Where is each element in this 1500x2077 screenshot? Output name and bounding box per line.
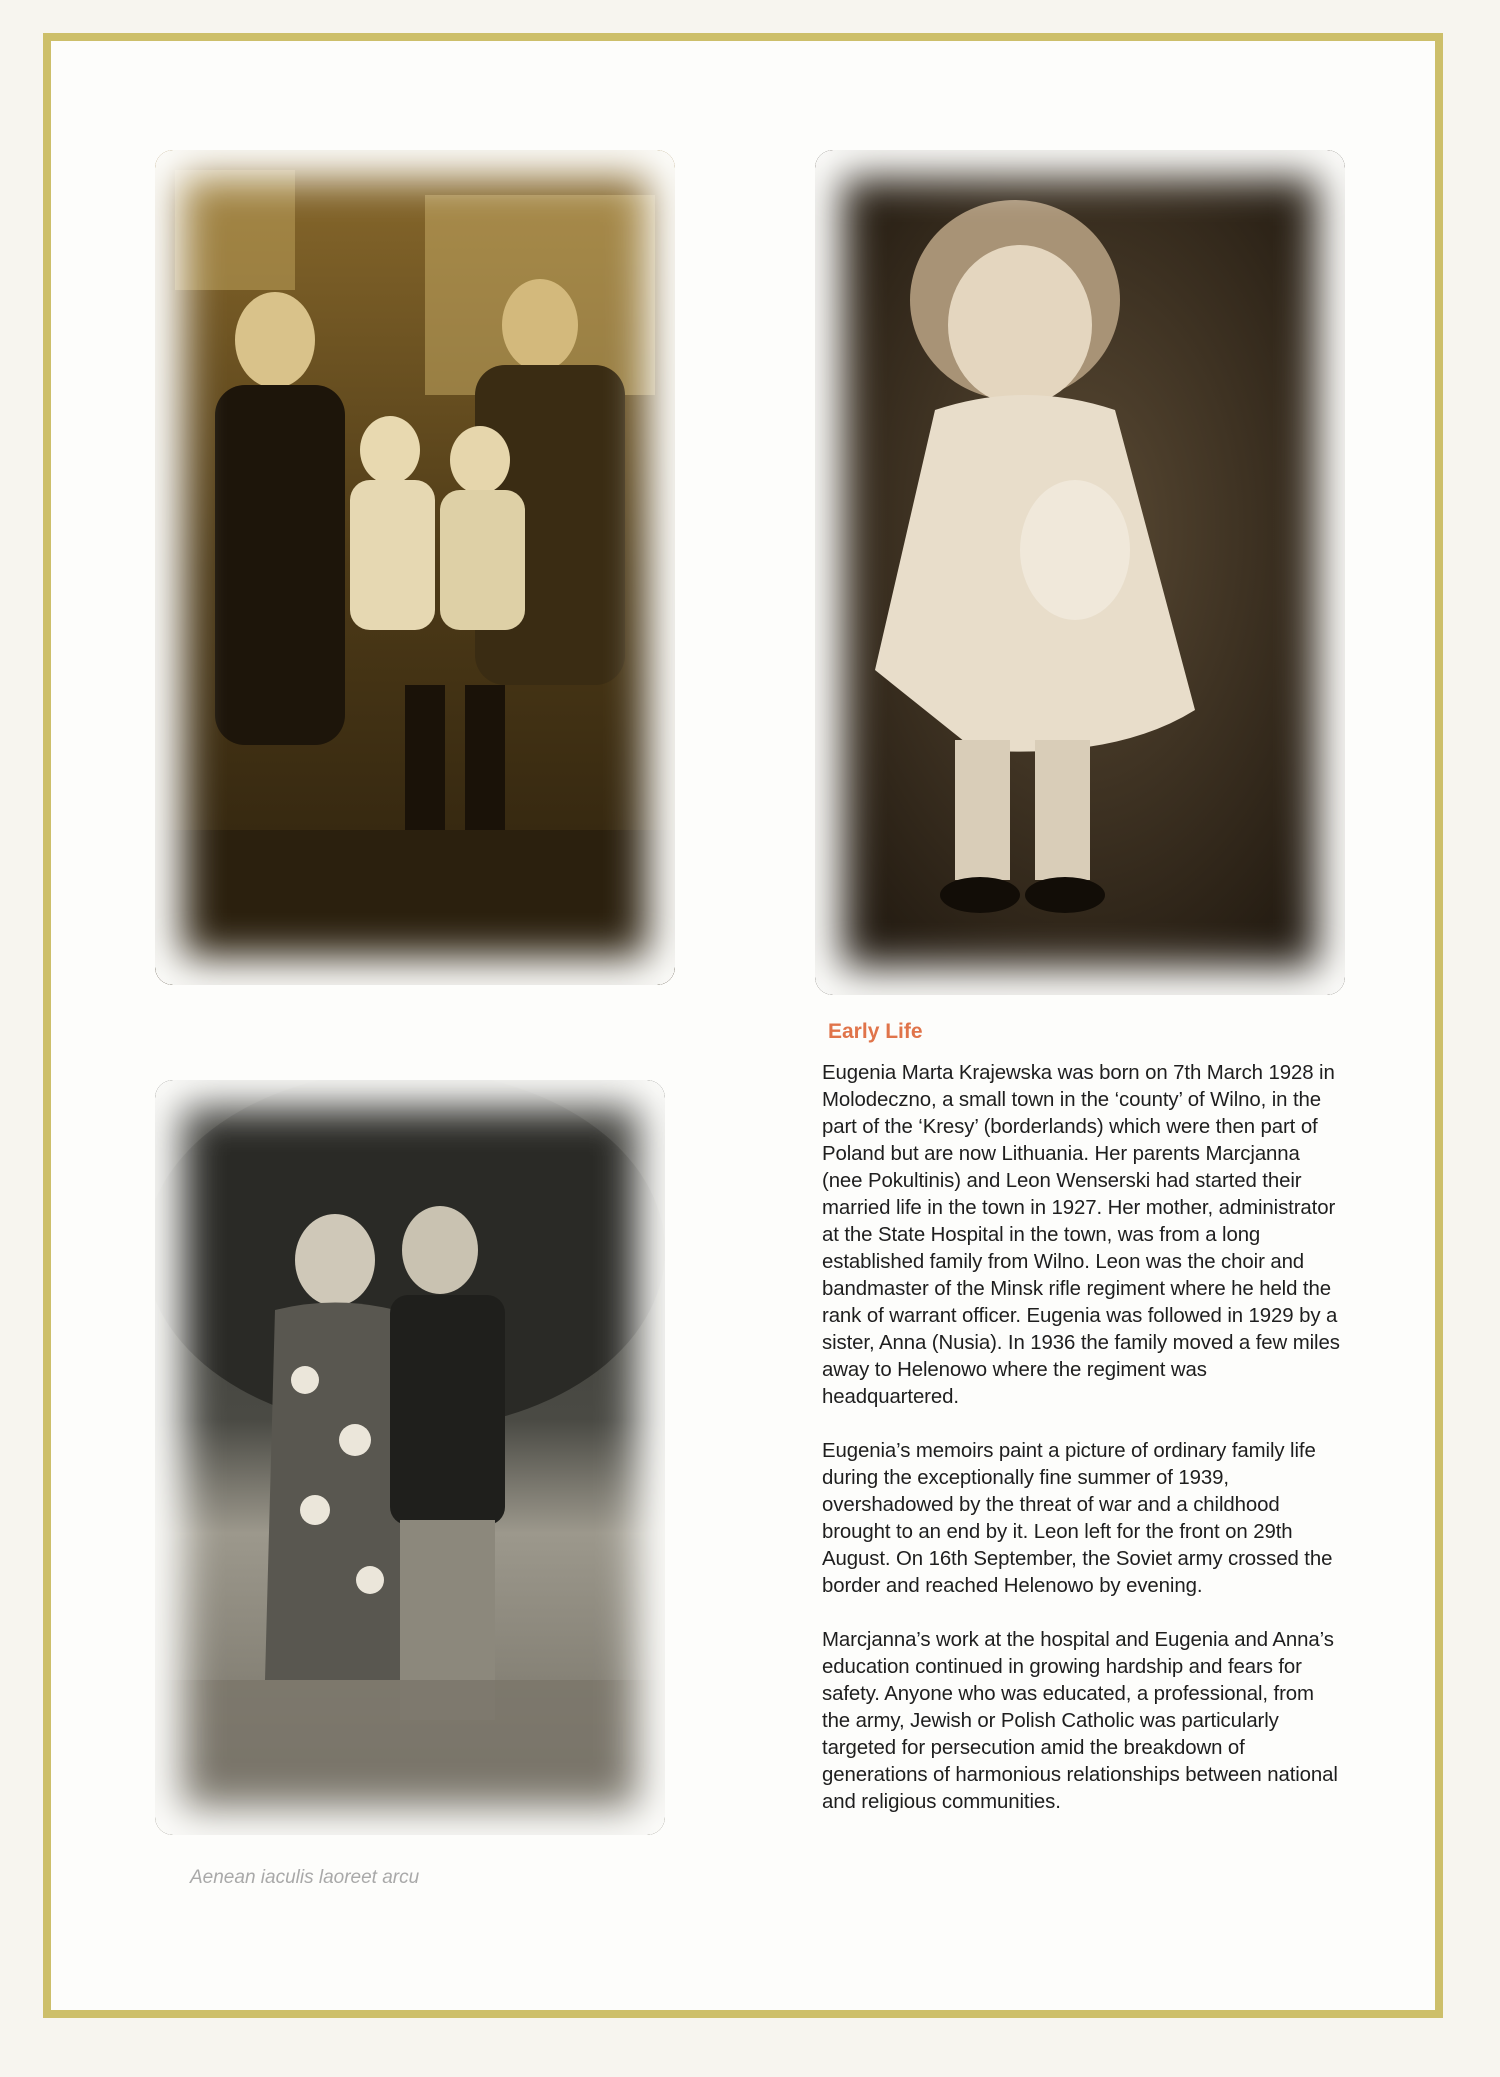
section-heading: Early Life — [828, 1020, 923, 1043]
couple-outdoor-image — [155, 1080, 665, 1835]
article-paragraph-2: Eugenia’s memoirs paint a picture of ordinary family life during the exceptionally fine summer of 1939, overshadowed by the threat of war and a childhood brought to an end by it. Leon left for the front on 29th August. On 16th September, the Soviet army crossed the border and reached Helenowo by evening. — [822, 1440, 1333, 1597]
article-paragraph-3: Marcjanna’s work at the hospital and Eugenia and Anna’s education continued in growing hardship and fears for safety. Anyone who was educated, a professional, from the army, Jewish or Polish Catholic was particularly targeted for persecution amid the breakdown of generations of harmonious relationships between national and religious communities. — [822, 1629, 1338, 1813]
article-column — [822, 1020, 1342, 1843]
family-portrait-photo — [155, 150, 675, 985]
article-paragraph-1: Eugenia Marta Krajewska was born on 7th March 1928 in Molodeczno, a small town in the ‘county’ of Wilno, in the part of the ‘Kresy’ (borderlands) which were then part of Poland but are now Lithuania. Her parents Marcjanna (nee Pokultinis) and Leon Wenserski had started their married life in the town in 1927. Her mother, administrator at the State Hospital in the town, was from a long established family from Wilno. Leon was the choir and bandmaster of the Minsk rifle regiment where he held the rank of warrant officer. Eugenia was followed in 1929 by a sister, Anna (Nusia). In 1936 the family moved a few miles away to Helenowo where the regiment was headquartered. — [822, 1062, 1340, 1408]
child-portrait-photo — [815, 150, 1345, 995]
family-portrait-image — [155, 150, 675, 985]
child-portrait-image — [815, 150, 1345, 995]
couple-outdoor-photo — [155, 1080, 665, 1835]
photo-caption: Aenean iaculis laoreet arcu — [190, 1867, 420, 1888]
